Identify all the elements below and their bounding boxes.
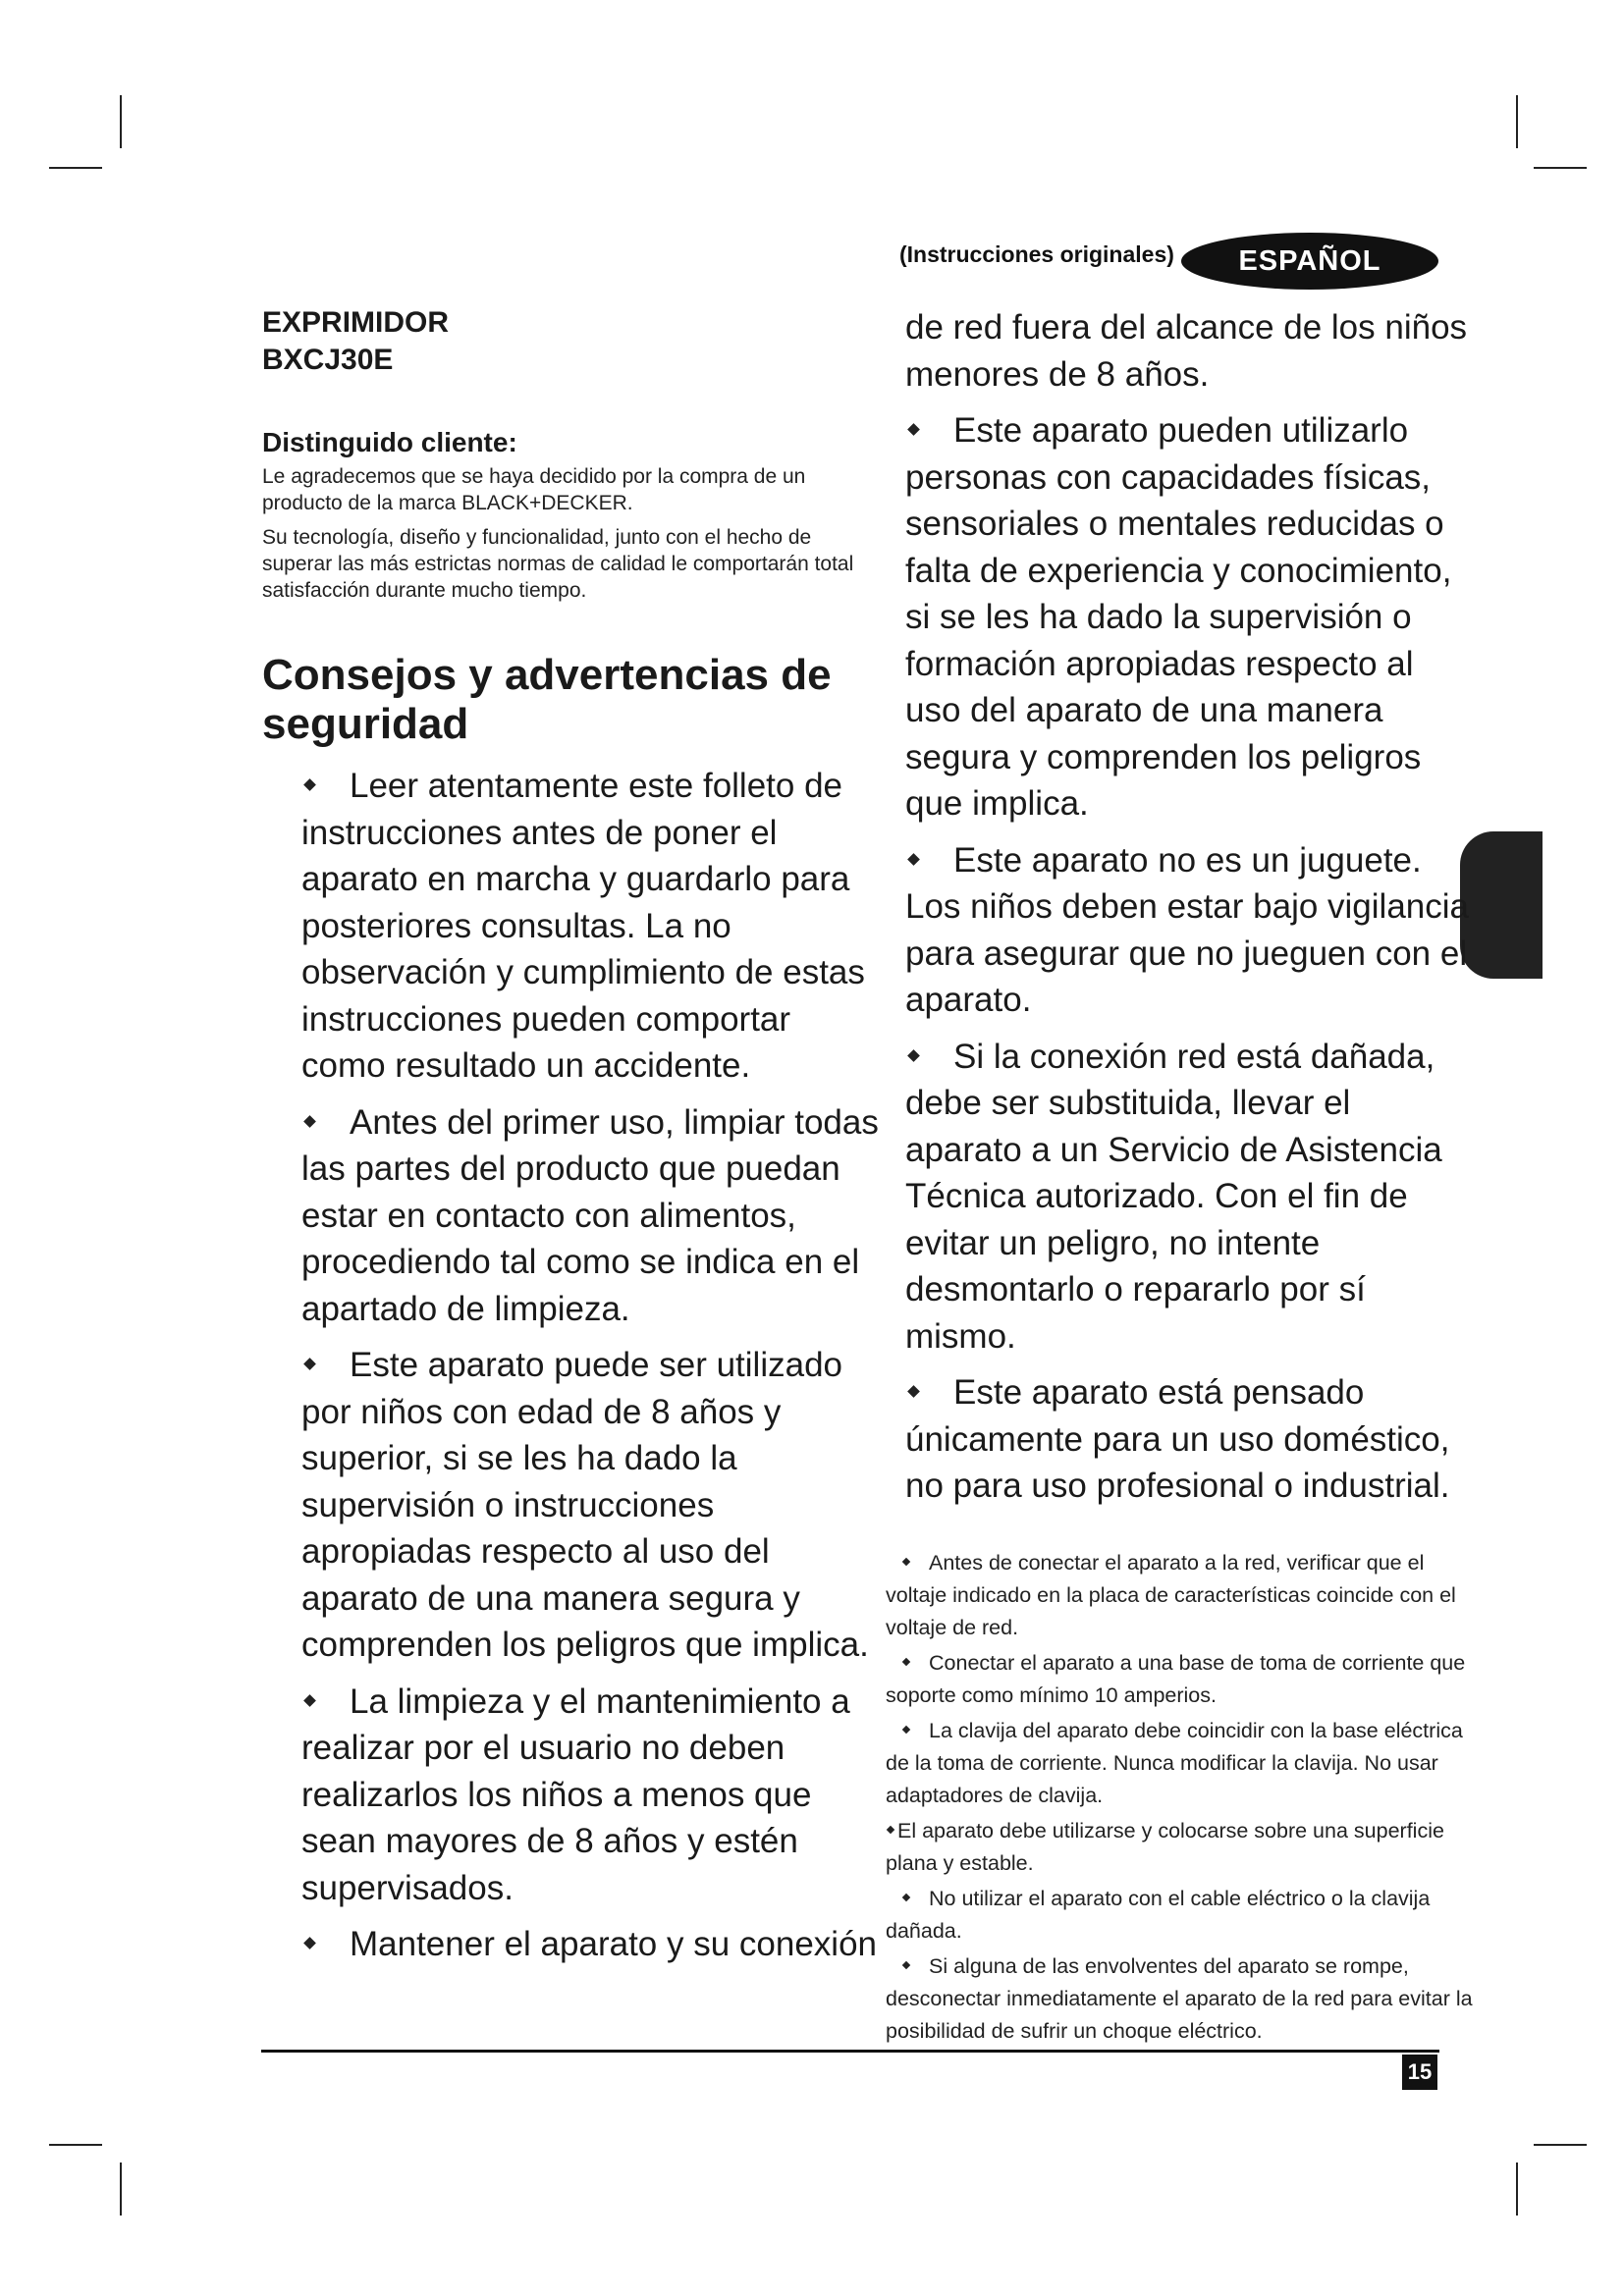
safety-item <box>262 1099 881 1333</box>
greeting-heading: Distinguido cliente: <box>262 427 517 457</box>
language-tab-label: ESPAÑOL <box>1238 244 1381 277</box>
safety-item <box>905 1369 1475 1510</box>
safety-list-right <box>905 407 1475 1510</box>
electrical-safety-item <box>886 1547 1475 1644</box>
electrical-safety-text: Antes de conectar el aparato a la red, verificar que el voltaje indicado en la placa de características coincide con el voltaje de red. <box>886 1550 1456 1639</box>
intro-paragraph: Su tecnología, diseño y funcionalidad, junto con el hecho de superar las más estrictas normas de calidad le comportarán total satisfacción durante mucho tiempo. <box>262 526 854 602</box>
diamond-bullet-icon <box>907 423 920 436</box>
electrical-safety-list <box>886 1547 1475 2048</box>
crop-mark <box>49 2144 102 2146</box>
safety-item-text: Este aparato pueden utilizarlo personas con capacidades físicas, sensoriales o mentales reducidas o falta de experiencia y conocimiento, si se les ha dado la supervisión o formación apropiadas respecto al uso del aparato de una manera segura y comprenden los peligros que implica. <box>905 411 1452 823</box>
electrical-safety-text: Conectar el aparato a una base de toma de corriente que soporte como mínimo 10 amperios. <box>886 1650 1466 1707</box>
left-column <box>262 304 881 1978</box>
diamond-bullet-icon <box>907 1385 920 1398</box>
safety-item-text: Este aparato no es un juguete. Los niños deben estar bajo vigilancia para asegurar que no jueguen con el aparato. <box>905 840 1469 1019</box>
intro-paragraph: Le agradecemos que se haya decidido por la compra de un producto de la marca BLACK+DECKER. <box>262 465 806 514</box>
safety-item-continuation: de red fuera del alcance de los niños menores de 8 años. <box>905 308 1468 394</box>
safety-item <box>262 763 881 1090</box>
right-column <box>886 304 1475 2051</box>
crop-mark <box>1534 167 1587 169</box>
electrical-safety-text: El aparato debe utilizarse y colocarse sobre una superficie plana y estable. <box>886 1818 1444 1875</box>
original-instructions-note: (Instrucciones originales) <box>899 241 1174 267</box>
safety-item-text: Este aparato está pensado únicamente para un uso doméstico, no para uso profesional o industrial. <box>905 1373 1450 1505</box>
safety-item-text: Si la conexión red está dañada, debe ser substituida, llevar el aparato a un Servicio de Asistencia Técnica autorizado. Con el fin de evitar un peligro, no intente desmontarlo o repararlo por sí mismo. <box>905 1037 1442 1356</box>
crop-mark <box>49 167 102 169</box>
electrical-safety-item <box>886 1883 1475 1948</box>
safety-item <box>262 1679 881 1912</box>
diamond-bullet-icon <box>303 778 316 791</box>
electrical-safety-item <box>886 1815 1475 1880</box>
product-model: BXCJ30E <box>262 344 394 376</box>
safety-item-text: Este aparato puede ser utilizado por niños con edad de 8 años y superior, si se les ha dado la supervisión o instrucciones apropiadas respecto al uso del aparato de una manera segura y comprenden los peligros que implica. <box>301 1346 869 1664</box>
electrical-safety-text: La clavija del aparato debe coincidir con la base eléctrica de la toma de corriente. Nunca modificar la clavija. No usar adaptadores de clavija. <box>886 1718 1463 1807</box>
crop-mark <box>1534 2144 1587 2146</box>
language-tab <box>1181 233 1438 290</box>
product-name: EXPRIMIDOR <box>262 306 450 339</box>
crop-mark <box>1516 95 1518 148</box>
safety-item-text: Mantener el aparato y su conexión <box>350 1925 877 1963</box>
footer-rule <box>261 2050 1439 2053</box>
page-number-label: 15 <box>1407 2059 1433 2084</box>
diamond-bullet-icon <box>303 1937 316 1949</box>
crop-mark <box>120 95 122 148</box>
diamond-bullet-icon <box>902 1658 910 1666</box>
diamond-bullet-icon <box>907 1049 920 1062</box>
electrical-safety-text: Si alguna de las envolventes del aparato se rompe, desconectar inmediatamente el aparato de la red para evitar la posibilidad de sufrir un choque eléctrico. <box>886 1953 1473 2043</box>
safety-item <box>262 1921 881 1968</box>
safety-item-text: Leer atentamente este folleto de instrucciones antes de poner el aparato en marcha y guardarlo para posteriores consultas. La no observación y cumplimiento de estas instrucciones pueden comportar como resultado un accidente. <box>301 767 865 1085</box>
diamond-bullet-icon <box>303 1358 316 1370</box>
electrical-safety-item <box>886 1950 1475 2048</box>
safety-item <box>905 1034 1475 1361</box>
electrical-safety-text: No utilizar el aparato con el cable eléctrico o la clavija dañada. <box>886 1886 1431 1943</box>
page-number <box>1402 2055 1437 2090</box>
diamond-bullet-icon <box>887 1826 894 1834</box>
diamond-bullet-icon <box>907 853 920 866</box>
safety-item <box>262 1342 881 1669</box>
safety-item <box>905 837 1475 1024</box>
diamond-bullet-icon <box>902 1894 910 1901</box>
diamond-bullet-icon <box>902 1961 910 1969</box>
safety-item-text: Antes del primer uso, limpiar todas las partes del producto que puedan estar en contacto con alimentos, procediendo tal como se indica en el apartado de limpieza. <box>301 1102 879 1328</box>
safety-item-text: La limpieza y el mantenimiento a realizar por el usuario no deben realizarlos los niños a menos que sean mayores de 8 años y estén supervisados. <box>301 1682 850 1907</box>
diamond-bullet-icon <box>303 1694 316 1707</box>
diamond-bullet-icon <box>902 1726 910 1734</box>
diamond-bullet-icon <box>303 1115 316 1128</box>
safety-list-left <box>262 763 881 1968</box>
safety-section-title: Consejos y advertencias de seguridad <box>262 651 832 748</box>
diamond-bullet-icon <box>902 1558 910 1566</box>
electrical-safety-item <box>886 1715 1475 1812</box>
crop-mark <box>120 2163 122 2216</box>
crop-mark <box>1516 2163 1518 2216</box>
electrical-safety-item <box>886 1647 1475 1712</box>
safety-item <box>905 407 1475 828</box>
